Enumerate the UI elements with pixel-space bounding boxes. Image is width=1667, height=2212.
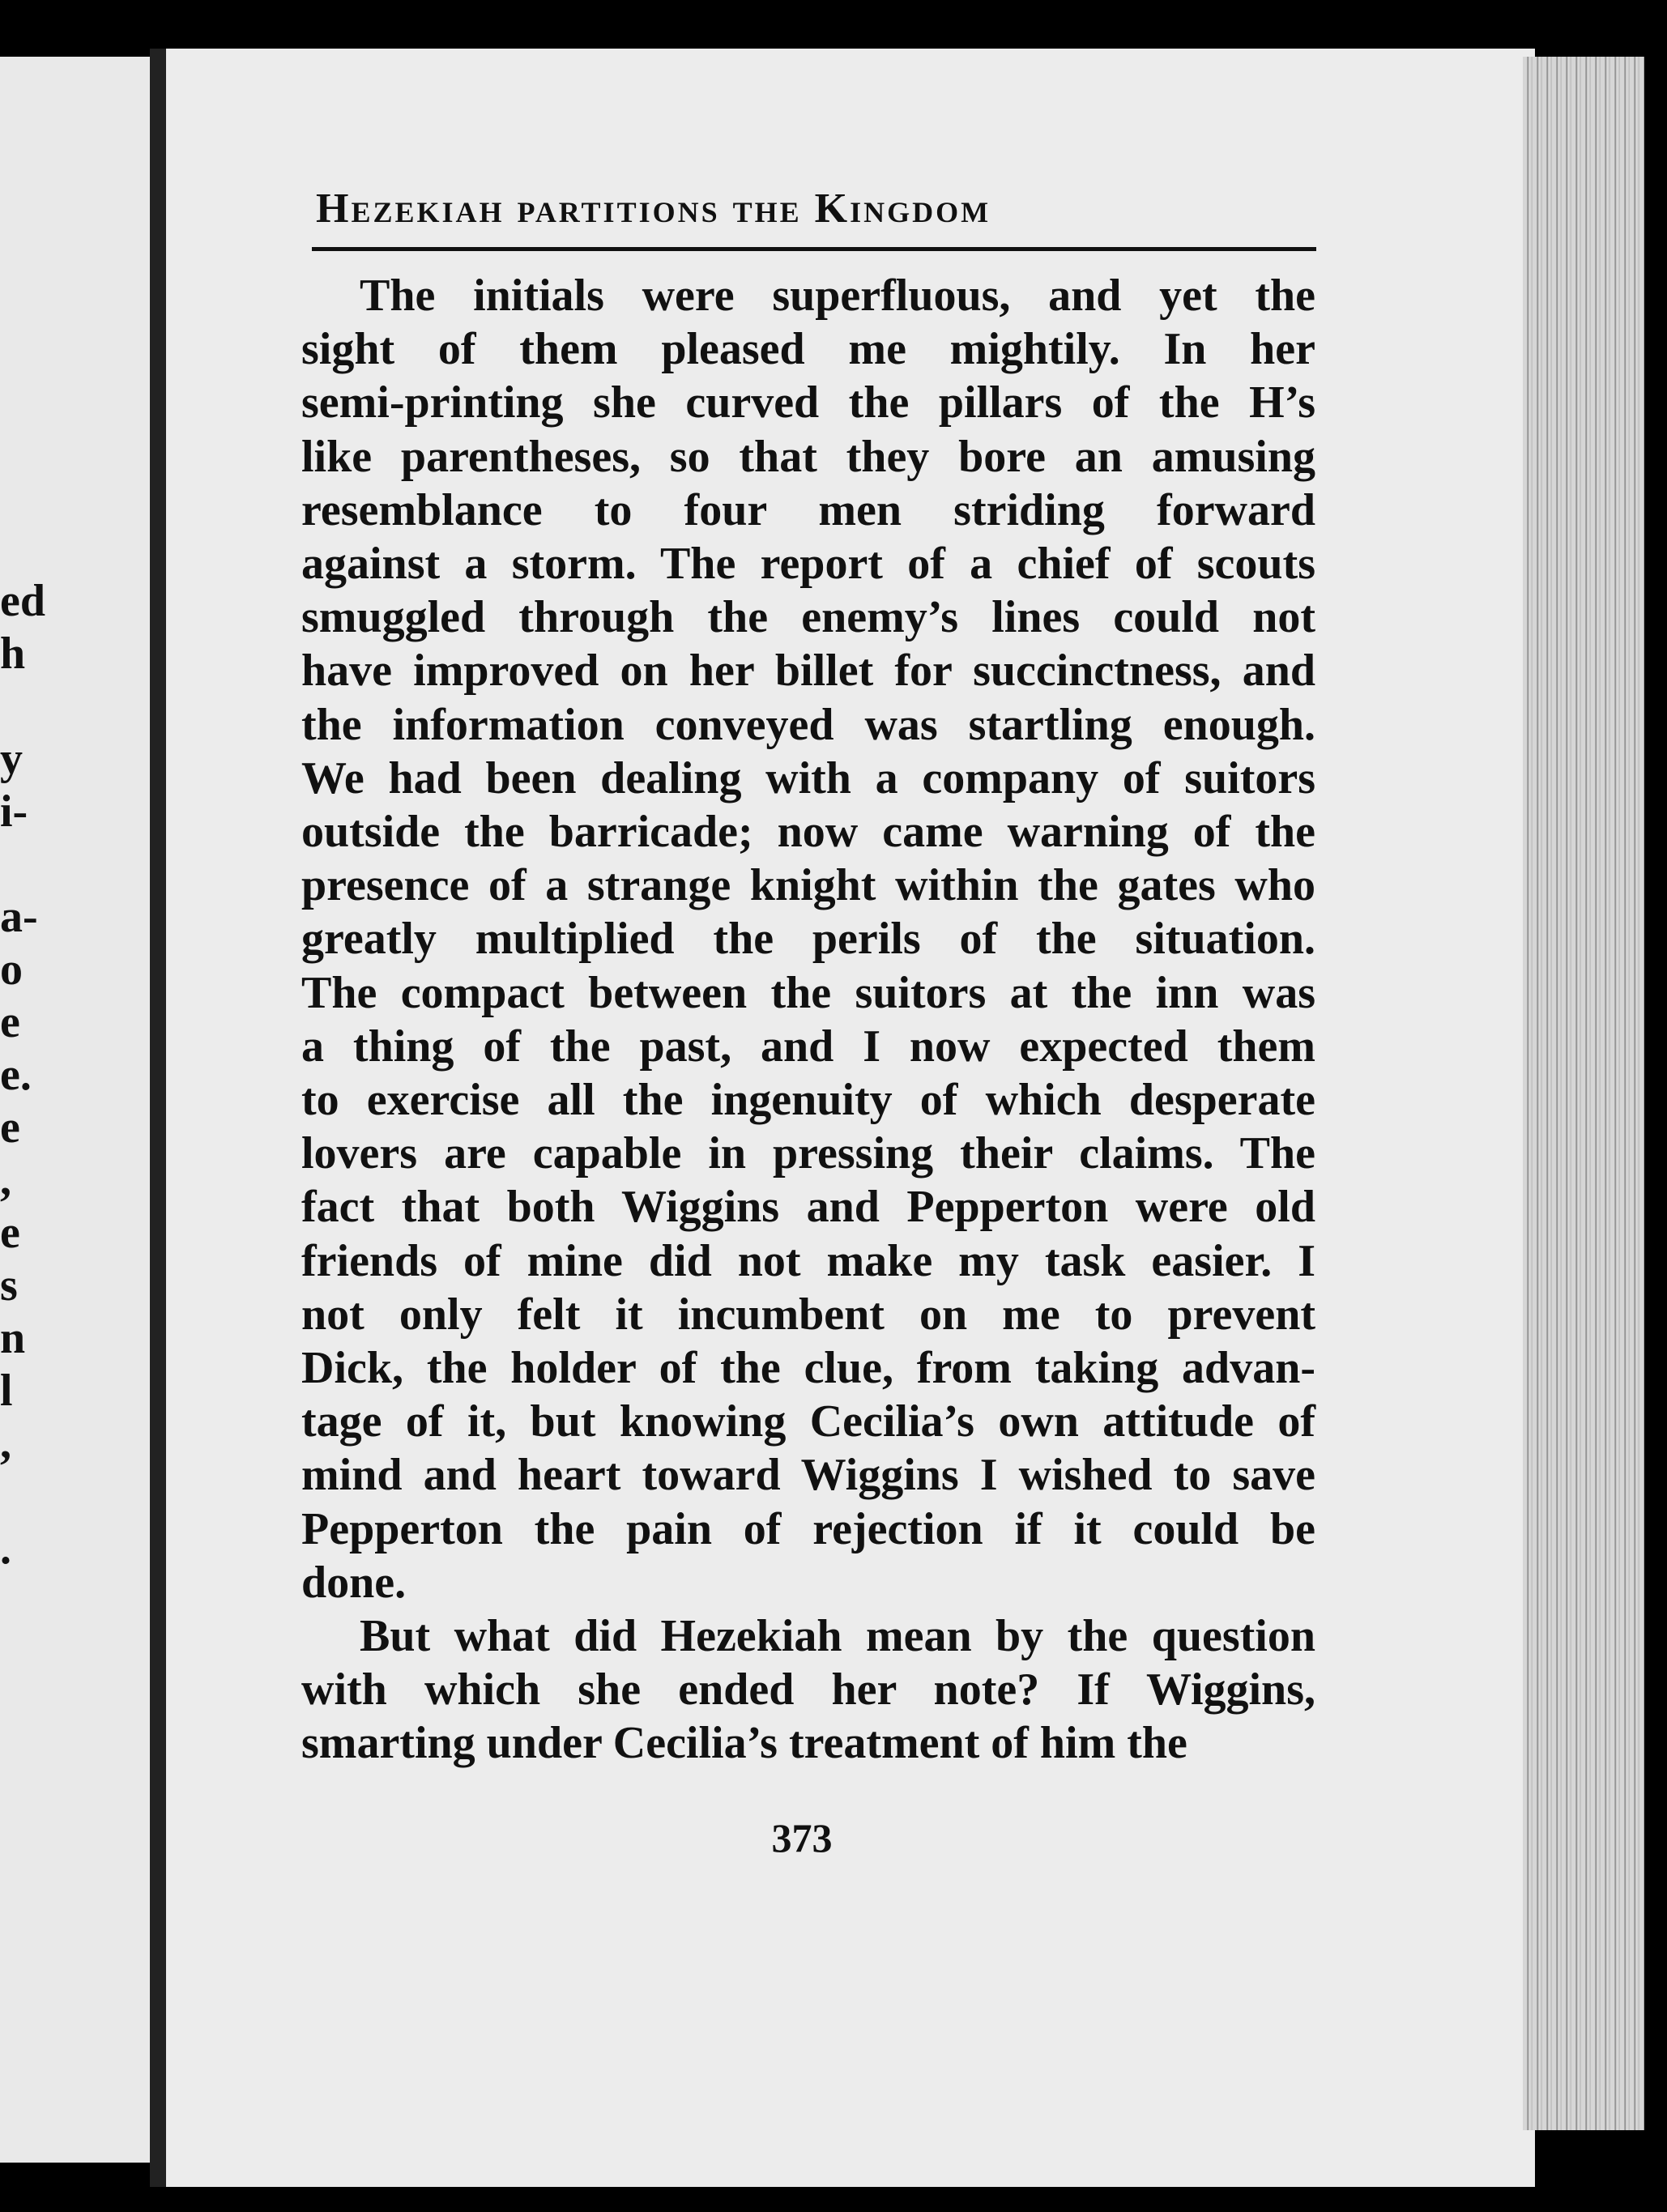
previous-page-fragment: h xyxy=(0,629,26,679)
text-line: the information conveyed was startling enough. xyxy=(301,699,1315,750)
previous-page-fragment: n xyxy=(0,1313,26,1363)
text-line: like parentheses, so that they bore an amusing xyxy=(301,431,1315,482)
text-line: lovers are capable in pressing their claims. The xyxy=(301,1128,1315,1179)
text-line: not only felt it incumbent on me to prevent xyxy=(301,1289,1315,1340)
previous-page-fragment: . xyxy=(0,1524,11,1574)
text-line: against a storm. The report of a chief of scouts xyxy=(301,539,1315,590)
text-line: done. xyxy=(301,1557,407,1608)
text-line: The initials were superfluous, and yet the xyxy=(360,271,1315,321)
text-line: fact that both Wiggins and Pepperton were old xyxy=(301,1182,1315,1233)
paragraph xyxy=(301,269,1315,1609)
text-line: friends of mine did not make my task easier. I xyxy=(301,1235,1315,1286)
text-line: presence of a strange knight within the gates who xyxy=(301,860,1315,911)
text-line: with which she ended her note? If Wiggins, xyxy=(301,1664,1315,1715)
text-line: outside the barricade; now came warning of the xyxy=(301,807,1315,858)
header-rule xyxy=(312,247,1316,251)
previous-page-fragment: e xyxy=(0,997,20,1047)
text-line: greatly multiplied the perils of the situation. xyxy=(301,914,1315,965)
text-line: We had been dealing with a company of suitors xyxy=(301,752,1315,803)
text-line: semi-printing she curved the pillars of the H’s xyxy=(301,377,1315,428)
text-line: have improved on her billet for succinctness, and xyxy=(301,646,1315,697)
previous-page-fragment: s xyxy=(0,1260,18,1311)
text-line: a thing of the past, and I now expected them xyxy=(301,1021,1315,1072)
previous-page-text-fragments xyxy=(0,575,49,1575)
previous-page-fragment: i- xyxy=(0,786,28,837)
previous-page-fragment xyxy=(0,1470,49,1523)
previous-page-fragment xyxy=(0,838,49,891)
running-head: Hezekiah partitions the Kingdom xyxy=(316,185,991,232)
previous-page-fragment: y xyxy=(0,734,23,784)
previous-page-fragment: e. xyxy=(0,1050,32,1100)
text-line: tage of it, but knowing Cecilia’s own attitude of xyxy=(301,1396,1315,1447)
previous-page-fragment: a- xyxy=(0,892,38,942)
paragraph xyxy=(301,1609,1315,1771)
previous-page-edge xyxy=(0,57,158,2163)
body-text xyxy=(301,269,1315,1771)
previous-page-fragment: , xyxy=(0,1155,11,1205)
text-line: to exercise all the ingenuity of which desperate xyxy=(301,1075,1315,1126)
text-line: smarting under Cecilia’s treatment of him the xyxy=(301,1718,1187,1769)
previous-page-fragment: , xyxy=(0,1418,11,1468)
text-line: Dick, the holder of the clue, from taking advan- xyxy=(301,1343,1315,1394)
previous-page-fragment: ed xyxy=(0,576,45,626)
page-block-edges xyxy=(1523,57,1644,2130)
text-line: But what did Hezekiah mean by the question xyxy=(360,1611,1315,1662)
text-line: smuggled through the enemy’s lines could not xyxy=(301,592,1315,643)
previous-page-fragment: e xyxy=(0,1208,20,1258)
text-line: sight of them pleased me mightily. In her xyxy=(301,324,1315,375)
previous-page-fragment xyxy=(0,680,49,733)
text-line: The compact between the suitors at the inn was xyxy=(301,967,1315,1018)
text-line: resemblance to four men striding forward xyxy=(301,484,1315,535)
text-line: Pepperton the pain of rejection if it could be xyxy=(301,1503,1315,1554)
page-number: 373 xyxy=(771,1815,833,1860)
text-line: mind and heart toward Wiggins I wished to save xyxy=(301,1450,1315,1501)
previous-page-fragment: o xyxy=(0,944,23,995)
previous-page-fragment: e xyxy=(0,1102,20,1153)
previous-page-fragment: l xyxy=(0,1366,13,1416)
